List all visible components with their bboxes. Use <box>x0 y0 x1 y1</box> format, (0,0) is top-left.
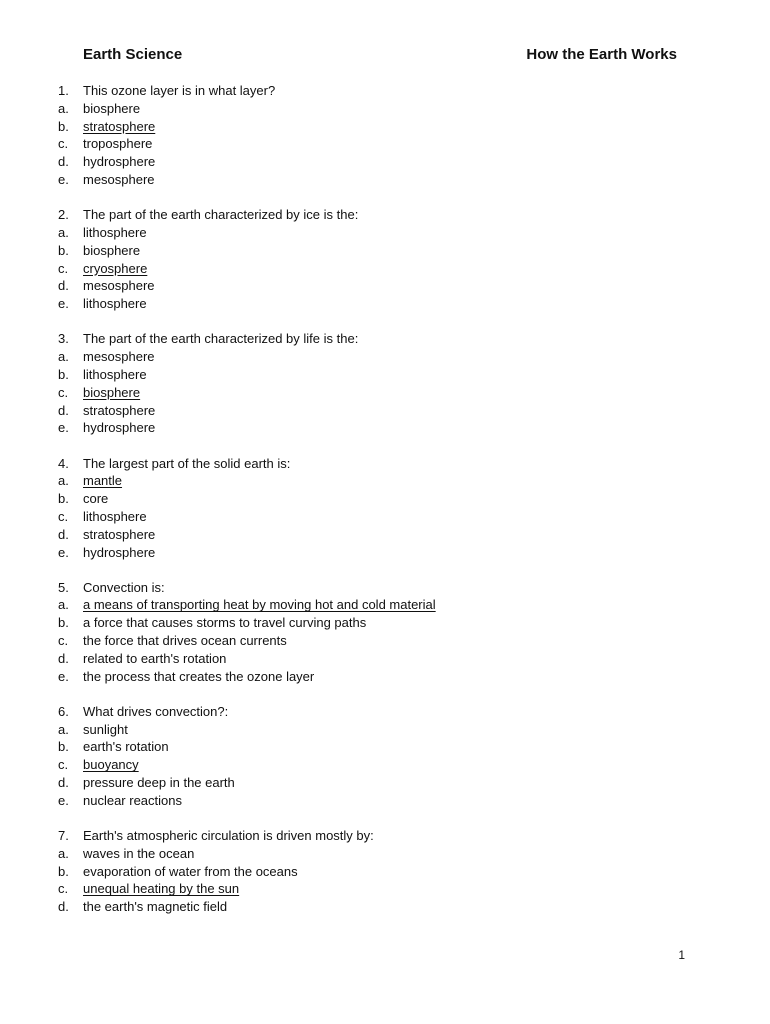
option-letter: e. <box>58 544 69 560</box>
option-text: stratosphere <box>83 402 156 418</box>
page-number: 1 <box>678 948 685 962</box>
answer-option <box>58 544 738 562</box>
answer-option <box>58 774 738 792</box>
question-5 <box>58 579 738 686</box>
question-text: This ozone layer is in what layer? <box>83 83 276 98</box>
answer-option <box>58 668 738 686</box>
option-letter: e. <box>58 668 69 684</box>
answer-option <box>58 419 738 437</box>
option-text: lithosphere <box>83 366 147 382</box>
answer-option <box>58 632 738 650</box>
option-text: evaporation of water from the oceans <box>83 863 298 879</box>
option-letter: a. <box>58 845 69 861</box>
option-letter: d. <box>58 402 69 418</box>
question-number: 4. <box>58 455 69 471</box>
correct-answer-text: buoyancy <box>83 757 139 773</box>
correct-answer-text: stratosphere <box>83 118 156 134</box>
option-letter: c. <box>58 136 69 152</box>
answer-option <box>58 224 738 242</box>
option-letter: b. <box>58 491 69 507</box>
question-text: Earth's atmospheric circulation is driven mostly by: <box>83 828 374 844</box>
answer-option <box>58 348 738 366</box>
correct-answer-text: mantle <box>83 473 123 489</box>
option-letter: c. <box>58 757 69 773</box>
answer-option <box>58 118 738 136</box>
answer-option <box>58 100 738 118</box>
option-text: biosphere <box>83 242 141 258</box>
answer-option <box>58 792 738 810</box>
question-stem <box>58 827 738 845</box>
option-text: the force that drives ocean currents <box>83 633 287 649</box>
option-text: troposphere <box>83 136 153 152</box>
question-text: The part of the earth characterized by life is the: <box>83 331 359 347</box>
answer-option <box>58 650 738 668</box>
question-1 <box>58 82 738 189</box>
question-number: 6. <box>58 703 69 719</box>
option-letter: d. <box>58 899 69 915</box>
question-stem <box>58 330 738 348</box>
option-letter: b. <box>58 739 69 755</box>
option-letter: a. <box>58 349 69 365</box>
option-text: mesosphere <box>83 349 155 365</box>
quiz-list <box>58 82 738 933</box>
answer-option <box>58 402 738 420</box>
question-3 <box>58 330 738 437</box>
option-text: core <box>83 491 109 507</box>
correct-answer-text: unequal heating by the sun <box>83 881 240 897</box>
option-text: hydrosphere <box>83 544 156 560</box>
option-letter: d. <box>58 526 69 542</box>
option-letter: b. <box>58 242 69 258</box>
question-text: Convection is: <box>83 579 165 595</box>
option-letter: a. <box>58 100 69 116</box>
option-letter: a. <box>58 224 69 240</box>
option-text: stratosphere <box>83 526 156 542</box>
question-text: The part of the earth characterized by ice is the: <box>83 207 359 223</box>
answer-option <box>58 490 738 508</box>
answer-option <box>58 596 738 614</box>
question-stem <box>58 82 738 100</box>
question-number: 2. <box>58 207 69 223</box>
unit-title: How the Earth Works <box>526 46 677 63</box>
correct-answer-text: biosphere <box>83 384 141 400</box>
option-letter: e. <box>58 296 69 312</box>
answer-option <box>58 242 738 260</box>
answer-option <box>58 526 738 544</box>
option-letter: e. <box>58 171 69 187</box>
option-letter: b. <box>58 366 69 382</box>
question-6 <box>58 703 738 810</box>
question-stem <box>58 703 738 721</box>
option-letter: b. <box>58 118 69 134</box>
answer-option <box>58 863 738 881</box>
option-letter: c. <box>58 633 69 649</box>
question-stem <box>58 206 738 224</box>
answer-option <box>58 614 738 632</box>
question-number: 5. <box>58 579 69 595</box>
question-stem <box>58 579 738 597</box>
option-text: lithosphere <box>83 296 147 312</box>
question-number: 7. <box>58 828 69 844</box>
answer-option <box>58 508 738 526</box>
answer-option <box>58 472 738 490</box>
option-text: the process that creates the ozone layer <box>83 668 315 684</box>
option-letter: c. <box>58 508 69 524</box>
answer-option <box>58 756 738 774</box>
correct-answer-text: cryosphere <box>83 260 148 276</box>
option-letter: d. <box>58 650 69 666</box>
correct-answer-text: a means of transporting heat by moving hot and cold material <box>83 597 436 613</box>
option-letter: a. <box>58 473 69 489</box>
answer-option <box>58 721 738 739</box>
option-text: hydrosphere <box>83 420 156 436</box>
option-text: the earth's magnetic field <box>83 899 228 915</box>
question-stem <box>58 455 738 473</box>
question-number: 3. <box>58 331 69 347</box>
subject-title: Earth Science <box>83 46 183 63</box>
answer-option <box>58 898 738 916</box>
answer-option <box>58 738 738 756</box>
option-text: waves in the ocean <box>83 845 195 861</box>
option-letter: b. <box>58 615 69 631</box>
option-text: lithosphere <box>83 224 147 240</box>
answer-option <box>58 153 738 171</box>
question-text: What drives convection?: <box>83 703 229 719</box>
option-letter: d. <box>58 278 69 294</box>
option-text: sunlight <box>83 721 128 737</box>
option-letter: c. <box>58 260 69 276</box>
answer-option <box>58 845 738 863</box>
option-letter: d. <box>58 154 69 170</box>
question-text: The largest part of the solid earth is: <box>83 455 291 471</box>
question-7 <box>58 827 738 916</box>
question-number: 1. <box>58 83 69 98</box>
option-text: biosphere <box>83 100 141 116</box>
option-letter: d. <box>58 775 69 791</box>
option-letter: a. <box>58 597 69 613</box>
option-text: lithosphere <box>83 508 147 524</box>
option-letter: c. <box>58 881 69 897</box>
answer-option <box>58 171 738 189</box>
answer-option <box>58 135 738 153</box>
option-letter: b. <box>58 863 69 879</box>
answer-option <box>58 880 738 898</box>
option-text: earth's rotation <box>83 739 169 755</box>
answer-option <box>58 277 738 295</box>
question-4 <box>58 455 738 562</box>
answer-option <box>58 260 738 278</box>
option-text: a force that causes storms to travel curving paths <box>83 615 367 631</box>
option-text: mesosphere <box>83 278 155 294</box>
option-letter: a. <box>58 721 69 737</box>
answer-option <box>58 295 738 313</box>
option-letter: e. <box>58 792 69 808</box>
option-text: nuclear reactions <box>83 792 182 808</box>
option-text: mesosphere <box>83 171 155 187</box>
question-2 <box>58 206 738 313</box>
option-letter: c. <box>58 384 69 400</box>
option-text: pressure deep in the earth <box>83 775 235 791</box>
answer-option <box>58 384 738 402</box>
option-letter: e. <box>58 420 69 436</box>
option-text: hydrosphere <box>83 154 156 170</box>
option-text: related to earth's rotation <box>83 650 227 666</box>
answer-option <box>58 366 738 384</box>
